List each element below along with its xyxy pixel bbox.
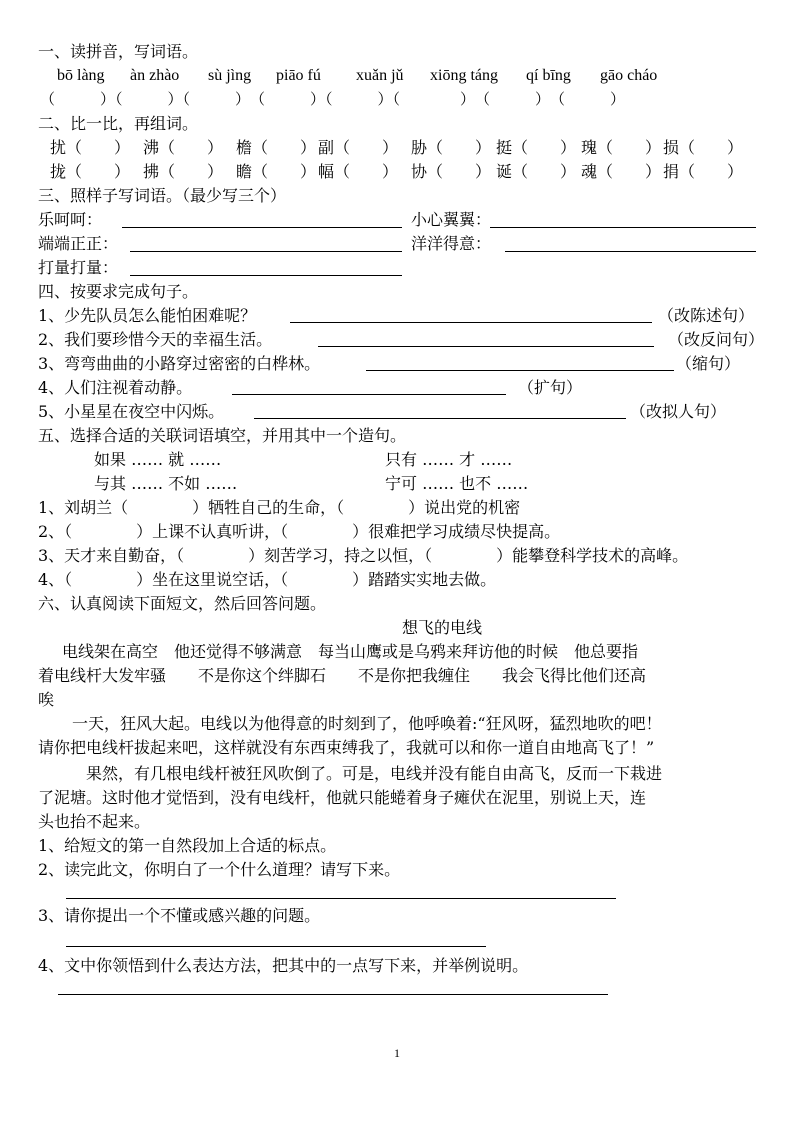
fill-blank-question[interactable]: 2、（ ）上课不认真听讲，（ ）很难把学习成绩尽快提高。 xyxy=(38,522,561,541)
reading-question: 4、文中你领悟到什么表达方法，把其中的一点写下来，并举例说明。 xyxy=(38,956,529,975)
pinyin-1: bō làng xyxy=(57,67,105,84)
compare-item[interactable]: 诞（ ） xyxy=(496,162,577,181)
story-paragraph-3: 了泥塘。这时他才觉悟到，没有电线杆，他就只能蜷着身子瘫伏在泥里，别说上天，连 xyxy=(38,788,647,807)
page-number: 1 xyxy=(394,1046,400,1060)
conjunction-option: 宁可 …… 也不 …… xyxy=(385,474,529,493)
story-title: 想飞的电线 xyxy=(402,618,483,637)
answer-line[interactable] xyxy=(290,322,652,323)
compare-item[interactable]: 捐（ ） xyxy=(663,162,744,181)
compare-item[interactable]: 损（ ） xyxy=(663,138,744,157)
answer-line[interactable] xyxy=(130,275,402,276)
story-paragraph-2: 一天，狂风大起。电线以为他得意的时刻到了，他呼唤着:“狂风呀，猛烈地吹的吧！ xyxy=(72,714,662,733)
compare-item[interactable]: 副（ ） xyxy=(318,138,399,157)
sentence-requirement: （扩句） xyxy=(518,378,583,397)
section-3-title: 三、照样子写词语。（最少写三个） xyxy=(38,186,287,205)
story-paragraph-3: 果然，有几根电线杆被狂风吹倒了。可是，电线并没有能自由高飞，反而一下栽进 xyxy=(86,764,663,783)
word-pattern-label: 端端正正： xyxy=(38,234,119,253)
sentence-question: 4、人们注视着动静。 xyxy=(38,378,193,397)
sentence-requirement: （缩句） xyxy=(676,354,741,373)
reading-question: 2、读完此文，你明白了一个什么道理？请写下来。 xyxy=(38,860,401,879)
answer-line[interactable] xyxy=(490,227,756,228)
compare-item[interactable]: 挺（ ） xyxy=(496,138,577,157)
pinyin-2: àn zhào xyxy=(130,67,180,84)
sentence-question: 1、少先队员怎么能怕困难呢？ xyxy=(38,306,257,325)
story-paragraph-1: 唉 xyxy=(38,690,55,709)
compare-item[interactable]: 魂（ ） xyxy=(581,162,662,181)
compare-item[interactable]: 沸（ ） xyxy=(143,138,224,157)
story-paragraph-3: 头也抬不起来。 xyxy=(38,812,151,831)
compare-item[interactable]: 拂（ ） xyxy=(143,162,224,181)
story-paragraph-1: 电线架在高空 他还觉得不够满意 每当山鹰或是乌鸦来拜访他的时候 他总要指 xyxy=(62,642,639,661)
compare-item[interactable]: 檐（ ） xyxy=(236,138,317,157)
word-pattern-label: 打量打量： xyxy=(38,258,119,277)
sentence-requirement: （改陈述句） xyxy=(658,306,755,325)
answer-line[interactable] xyxy=(366,370,674,371)
compare-item[interactable]: 瞻（ ） xyxy=(236,162,317,181)
fill-blank-question[interactable]: 4、（ ）坐在这里说空话，（ ）踏踏实实地去做。 xyxy=(38,570,497,589)
compare-item[interactable]: 瑰（ ） xyxy=(581,138,662,157)
pinyin-6: xiōng táng xyxy=(430,67,498,84)
answer-line[interactable] xyxy=(130,251,402,252)
section-5-title: 五、选择合适的关联词语填空，并用其中一个造句。 xyxy=(38,426,407,445)
sentence-question: 2、我们要珍惜今天的幸福生活。 xyxy=(38,330,273,349)
reading-question: 1、给短文的第一自然段加上合适的标点。 xyxy=(38,836,337,855)
pinyin-7: qí bīng xyxy=(526,67,571,84)
pinyin-5: xuǎn jǔ xyxy=(356,67,404,84)
sentence-question: 5、小星星在夜空中闪烁。 xyxy=(38,402,225,421)
fill-blank-question[interactable]: 1、刘胡兰（ ）牺牲自己的生命，（ ）说出党的机密 xyxy=(38,498,521,517)
reading-question: 3、请你提出一个不懂或感兴趣的问题。 xyxy=(38,906,321,925)
section-2-title: 二、比一比，再组词。 xyxy=(38,114,199,133)
story-paragraph-1: 着电线杆大发牢骚 不是你这个绊脚石 不是你把我缠住 我会飞得比他们还高 xyxy=(38,666,647,685)
answer-line[interactable] xyxy=(58,994,608,995)
answer-line[interactable] xyxy=(66,898,616,899)
answer-line[interactable] xyxy=(254,418,626,419)
section-1-title: 一、读拼音，写词语。 xyxy=(38,42,199,61)
compare-item[interactable]: 协（ ） xyxy=(411,162,492,181)
compare-item[interactable]: 胁（ ） xyxy=(411,138,492,157)
compare-item[interactable]: 拢（ ） xyxy=(50,162,131,181)
section-4-title: 四、按要求完成句子。 xyxy=(38,282,199,301)
fill-blank-question[interactable]: 3、天才来自勤奋，（ ）刻苦学习，持之以恒，（ ）能攀登科学技术的高峰。 xyxy=(38,546,689,565)
story-paragraph-2: 请你把电线杆拔起来吧，这样就没有东西束缚我了，我就可以和你一道自由地高飞了！” xyxy=(38,738,655,757)
pinyin-4: piāo fú xyxy=(276,67,321,84)
conjunction-option: 与其 …… 不如 …… xyxy=(94,474,238,493)
conjunction-option: 只有 …… 才 …… xyxy=(385,450,513,469)
answer-line[interactable] xyxy=(232,394,506,395)
answer-line[interactable] xyxy=(505,251,756,252)
pinyin-answer-brackets[interactable]: （ ）（ ）（ ） （ ）（ ）（ ） （ ） （ ） xyxy=(40,90,626,108)
conjunction-option: 如果 …… 就 …… xyxy=(94,450,222,469)
sentence-question: 3、弯弯曲曲的小路穿过密密的白桦林。 xyxy=(38,354,321,373)
compare-item[interactable]: 扰（ ） xyxy=(50,138,131,157)
sentence-requirement: （改拟人句） xyxy=(630,402,727,421)
answer-line[interactable] xyxy=(318,346,654,347)
answer-line[interactable] xyxy=(122,227,402,228)
pinyin-8: gāo cháo xyxy=(600,67,658,84)
pinyin-3: sù jìng xyxy=(208,67,252,84)
sentence-requirement: （改反问句） xyxy=(668,330,765,349)
compare-item[interactable]: 幅（ ） xyxy=(318,162,399,181)
word-pattern-label: 洋洋得意： xyxy=(411,234,492,253)
word-pattern-label: 小心翼翼： xyxy=(411,210,492,229)
answer-line[interactable] xyxy=(66,946,486,947)
word-pattern-label: 乐呵呵： xyxy=(38,210,103,229)
section-6-title: 六、认真阅读下面短文，然后回答问题。 xyxy=(38,594,327,613)
